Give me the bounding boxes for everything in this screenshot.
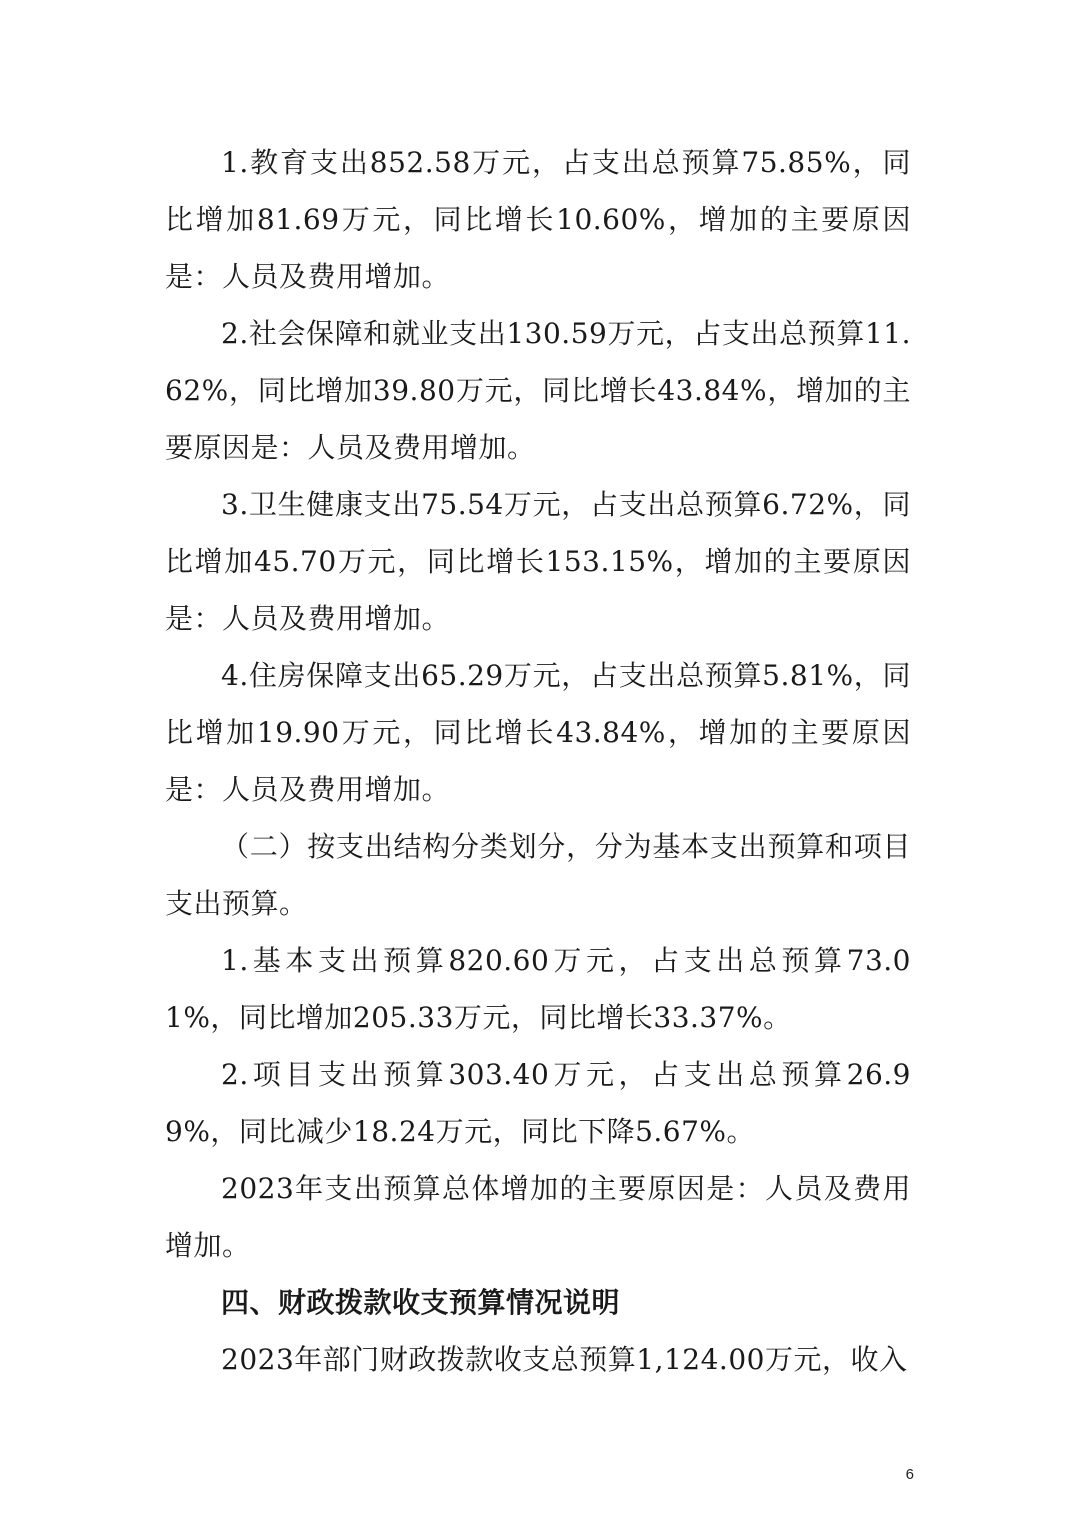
paragraph-basic-expenditure: 1.基本支出预算820.60万元，占支出总预算73.01%，同比增加205.33万元，同比增长33.37%。 — [165, 944, 911, 1034]
paragraph-expenditure-structure: （二）按支出结构分类划分，分为基本支出预算和项目支出预算。 — [165, 830, 911, 920]
section-heading: 四、财政拨款收支预算情况说明 — [221, 1286, 621, 1319]
paragraph-education-expenditure: 1.教育支出852.58万元，占支出总预算75.85%，同比增加81.69万元，同比增长10.60%，增加的主要原因是：人员及费用增加。 — [165, 146, 911, 293]
document-body — [165, 134, 911, 1388]
page-number: 6 — [905, 1466, 914, 1483]
paragraph-health-expenditure: 3.卫生健康支出75.54万元，占支出总预算6.72%，同比增加45.70万元，同比增长153.15%，增加的主要原因是：人员及费用增加。 — [165, 488, 911, 635]
paragraph-project-expenditure: 2.项目支出预算303.40万元，占支出总预算26.99%，同比减少18.24万元，同比下降5.67%。 — [165, 1058, 911, 1148]
paragraph-housing-expenditure: 4.住房保障支出65.29万元，占支出总预算5.81%，同比增加19.90万元，同比增长43.84%，增加的主要原因是：人员及费用增加。 — [165, 659, 911, 806]
paragraph-fiscal-budget: 2023年部门财政拨款收支总预算1,124.00万元，收入 — [221, 1343, 908, 1376]
paragraph-increase-reason: 2023年支出预算总体增加的主要原因是：人员及费用增加。 — [165, 1172, 911, 1262]
paragraph-social-security-expenditure: 2.社会保障和就业支出130.59万元，占支出总预算11.62%，同比增加39.80万元，同比增长43.84%，增加的主要原因是：人员及费用增加。 — [165, 317, 911, 464]
